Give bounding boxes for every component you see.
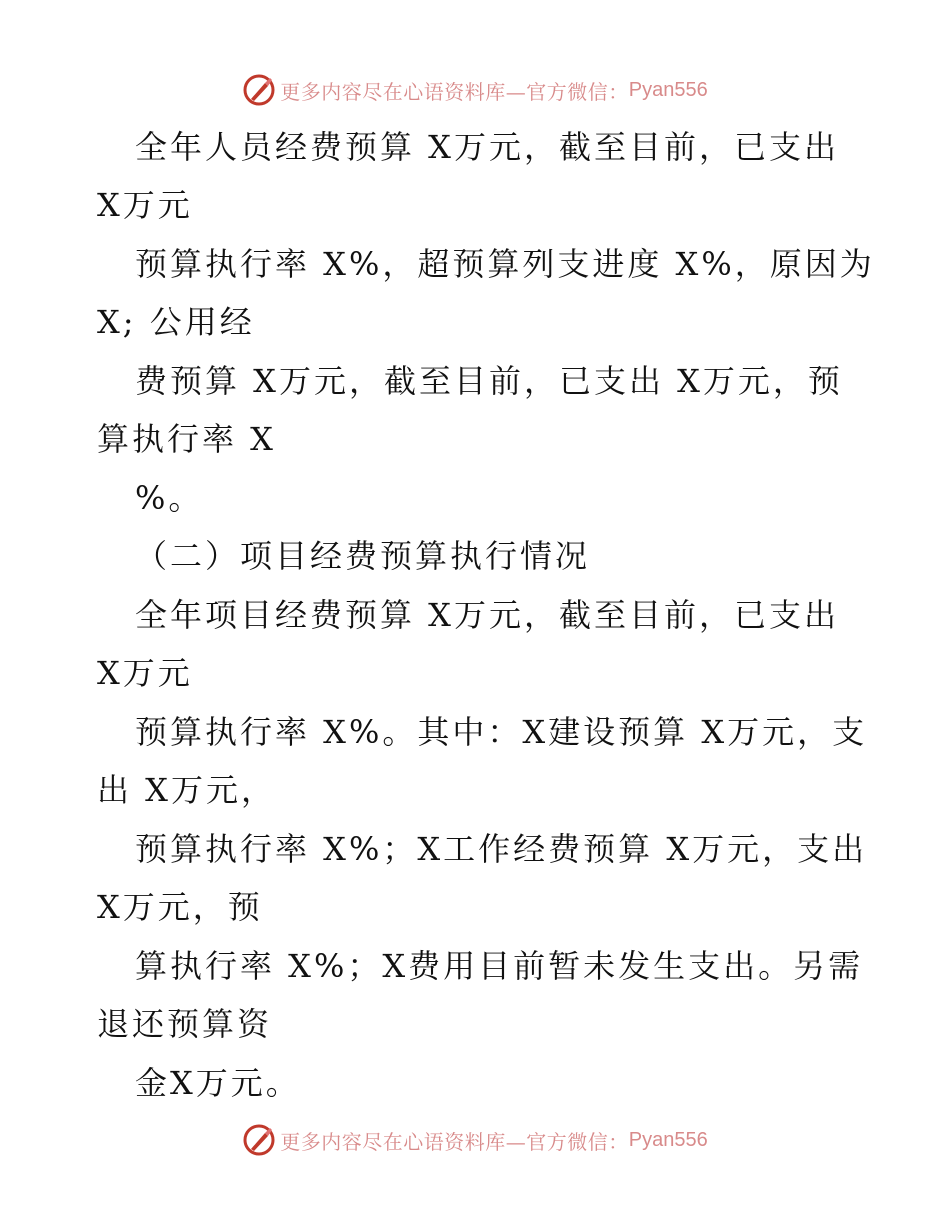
watermark-handle: Pyan556	[628, 1128, 708, 1151]
section-heading: （二）项目经费预算执行情况	[135, 537, 591, 575]
text-line: X; 公用经	[97, 303, 255, 341]
watermark-footer	[0, 1120, 950, 1160]
watermark-handle: Pyan556	[628, 78, 708, 101]
text-line: 费预算 X万元，截至目前，已支出 X万元，预	[135, 362, 843, 400]
text-line: 全年人员经费预算 X万元，截至目前，已支出	[135, 128, 839, 166]
text-line: 预算执行率 X%。其中：X建设预算 X万元，支	[135, 713, 868, 751]
text-line: %。	[135, 479, 204, 517]
watermark-text: 更多内容尽在心语资料库—官方微信：	[280, 1129, 629, 1154]
text-line: 出 X万元，	[97, 771, 276, 809]
watermark-text: 更多内容尽在心语资料库—官方微信：	[280, 79, 629, 104]
text-line: X万元	[97, 654, 193, 692]
text-line: 预算执行率 X%；X工作经费预算 X万元，支出	[135, 830, 868, 868]
text-line: 算执行率 X%；X费用目前暂未发生支出。另需	[135, 947, 864, 985]
text-line: 全年项目经费预算 X万元，截至目前，已支出	[135, 596, 839, 634]
text-line: 退还预算资	[97, 1005, 273, 1043]
text-line: 算执行率 X	[97, 420, 276, 458]
text-line: X万元，预	[97, 888, 263, 926]
text-line: 预算执行率 X%，超预算列支进度 X%，原因为	[135, 245, 875, 283]
pen-logo-icon	[242, 1123, 276, 1157]
text-line: X万元	[97, 186, 193, 224]
text-line: 金X万元。	[135, 1064, 301, 1102]
